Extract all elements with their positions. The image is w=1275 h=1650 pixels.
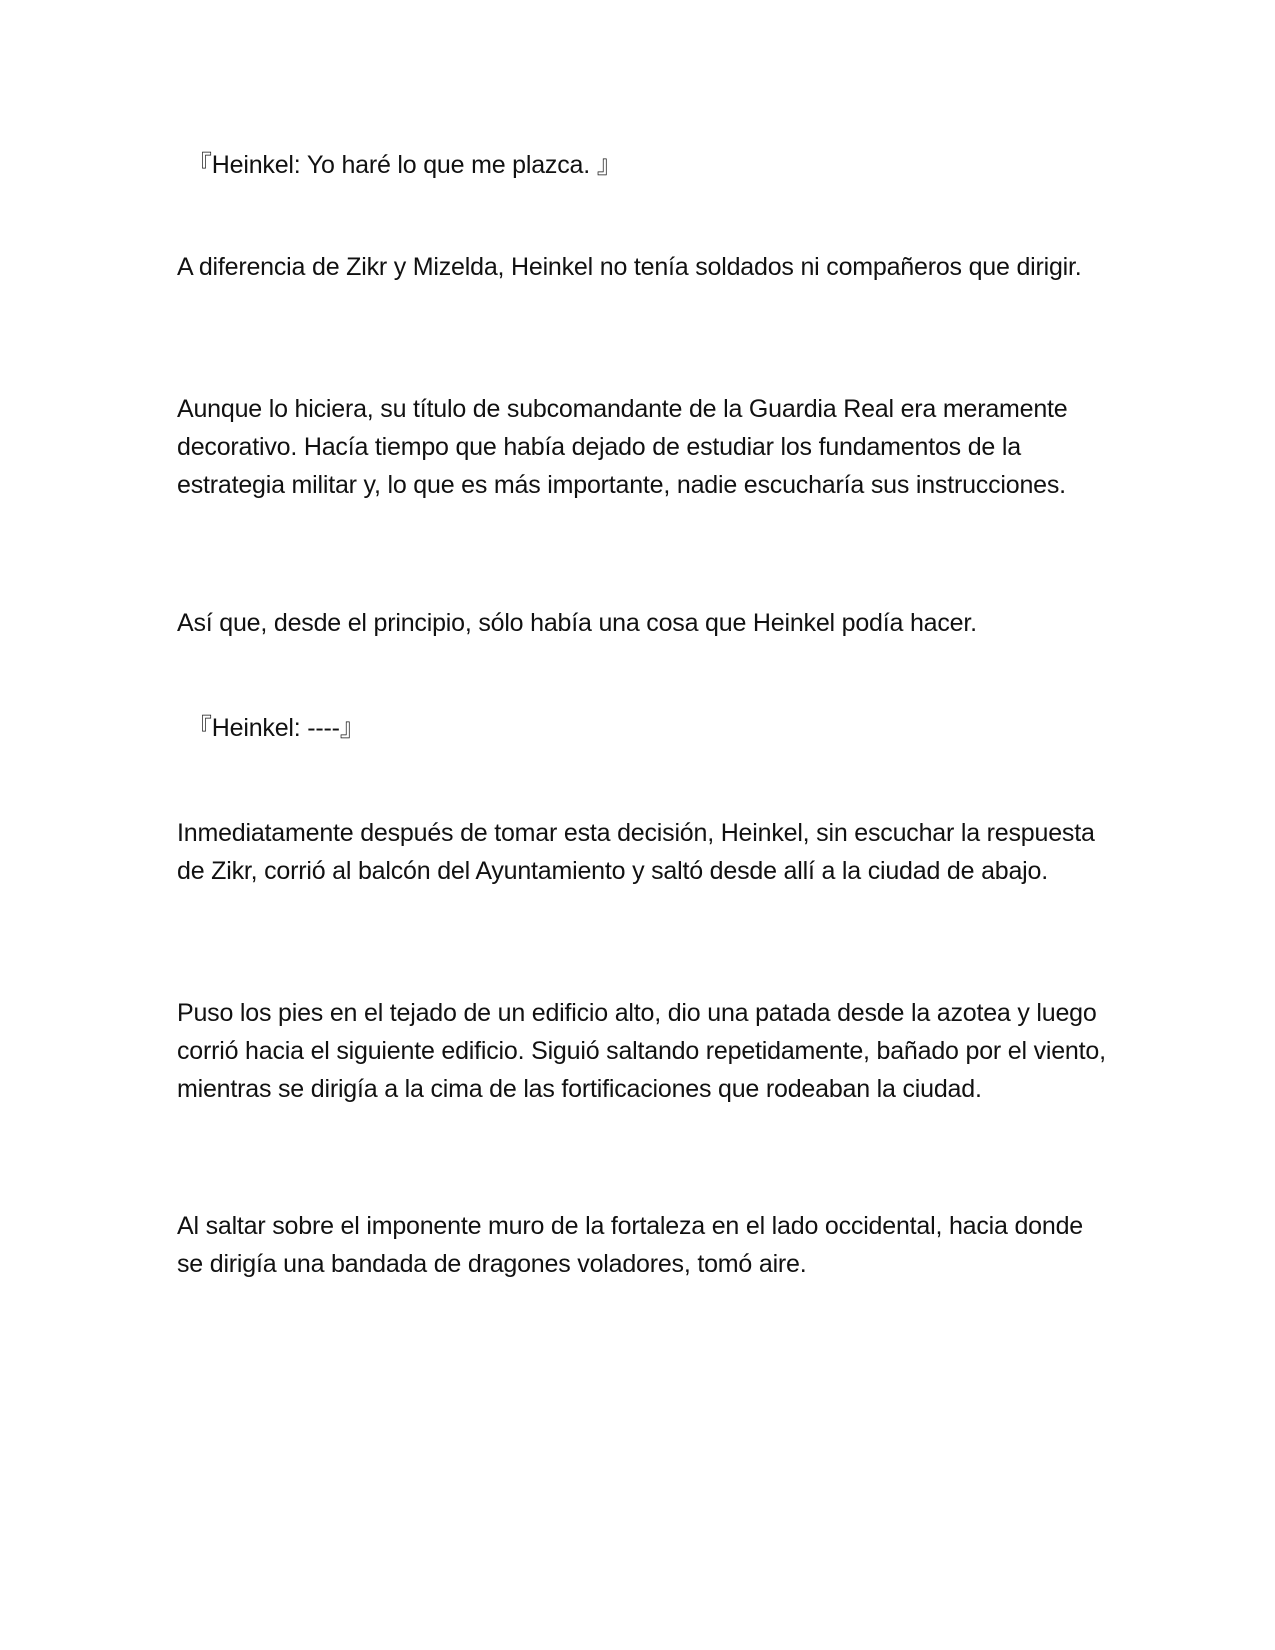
dialogue-line: 『Heinkel: Yo haré lo que me plazca. 』 [187,151,622,179]
paragraph: A diferencia de Zikr y Mizelda, Heinkel no tenía soldados ni compañeros que dirigir. [177,253,1082,281]
paragraph: Puso los pies en el tejado de un edificio alto, dio una patada desde la azotea y luego corrió hacia el siguiente edificio. Siguió saltando repetidamente, bañado por el viento, mientras se dirigía a la cima de las fortificaciones que rodeaban la ciudad. [177,999,1106,1103]
paragraph: Así que, desde el principio, sólo había una cosa que Heinkel podía hacer. [177,609,977,637]
dialogue-line: 『Heinkel: ----』 [187,714,365,742]
paragraph: Inmediatamente después de tomar esta decisión, Heinkel, sin escuchar la respuesta de Zikr, corrió al balcón del Ayuntamiento y saltó desde allí a la ciudad de abajo. [177,819,1095,885]
paragraph: Aunque lo hiciera, su título de subcomandante de la Guardia Real era meramente decorativo. Hacía tiempo que había dejado de estudiar los fundamentos de la estrategia militar y, lo que es más importante, nadie escucharía sus instrucciones. [177,395,1068,499]
paragraph: Al saltar sobre el imponente muro de la fortaleza en el lado occidental, hacia donde se dirigía una bandada de dragones voladores, tomó aire. [177,1212,1083,1278]
